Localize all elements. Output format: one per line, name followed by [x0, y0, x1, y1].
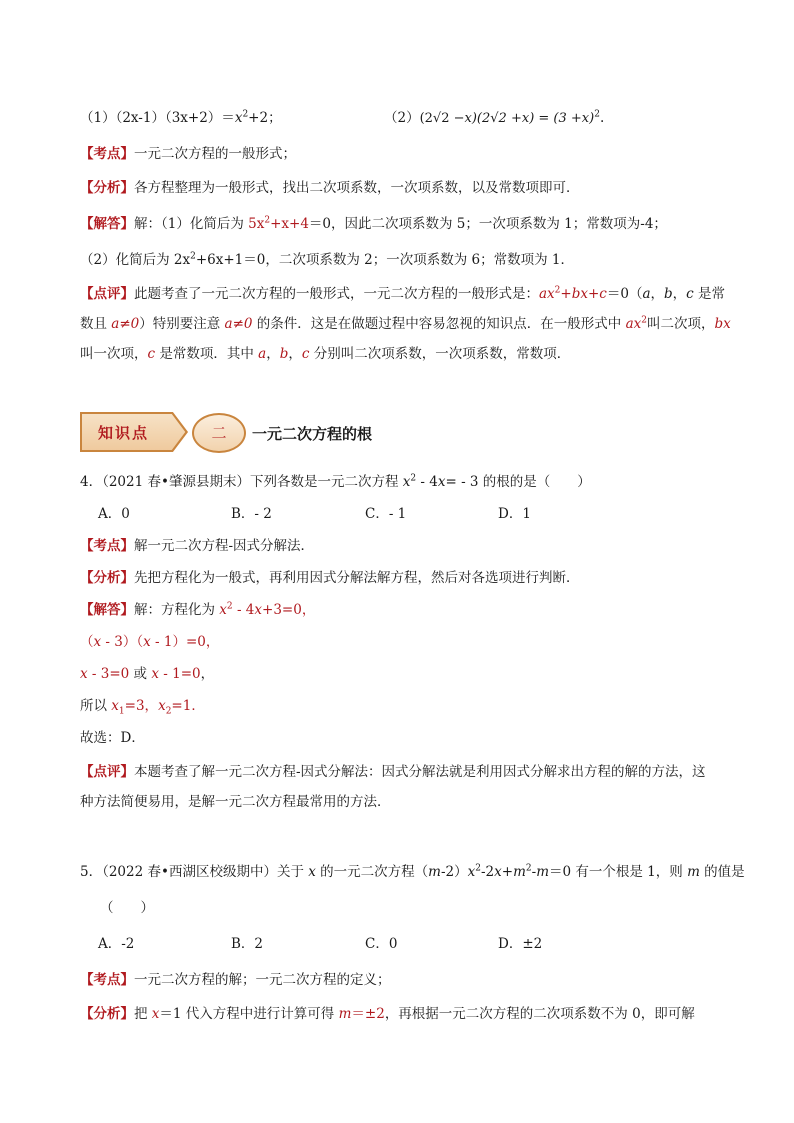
q3-jieda: 【解答】解：（1）化简后为 $5x^2+x+4=0$，因此二次项系数为 5；一次项系数为 1；常数项为-4； — [80, 215, 667, 232]
q4-step-1: （x - 3）（x - 1）=0， — [80, 634, 220, 650]
section-label: 知识点 — [98, 424, 150, 442]
q5-fenxi: 【分析】把 x＝1 代入方程中进行计算可得 m＝±2，再根据一元二次方程的二次项系数不为 0，即可解 — [80, 1006, 695, 1022]
q3-parts-line: $(1)(2x-1)(3x+2)=x^2+2$； $(2)(2√2 -x)(2√2 +x) = (3 +x)^2$. — [80, 108, 740, 128]
q5-stem: 5．（2022 春•西湖区校级期中）关于 x 的一元二次方程$(m-2)x^2-2x+m^2-m=0$ 有一个根是 1，则 m 的值是 — [80, 863, 745, 880]
q4-fenxi: 【分析】先把方程化为一般式，再利用因式分解法解方程，然后对各选项进行判断． — [80, 570, 580, 586]
q4-dianping-1: 【点评】本题考查了解一元二次方程-因式分解法：因式分解法就是利用因式分解求出方程的解的方法，这 — [80, 764, 706, 780]
q4-option-c: C．- 1 — [365, 506, 407, 522]
q4-step-3: 所以 $x_1=3$，$x_2=1$． — [80, 698, 205, 717]
q3-jieda-2: （2）化简后为 $2x^2+6x+1=0$，二次项系数为 2；一次项系数为 6；常数项为 1． — [80, 251, 574, 268]
q4-step-2: x - 3=0 或 x - 1=0， — [80, 666, 215, 682]
q4-dianping-2: 种方法简便易用，是解一元二次方程最常用的方法． — [80, 794, 391, 810]
q5-option-a: A．-2 — [98, 936, 135, 952]
q3-dianping-3: 叫一次项，c 是常数项．其中 a，b，c 分别叫二次项系数，一次项系数，常数项． — [80, 346, 571, 362]
q3-fenxi: 【分析】各方程整理为一般形式，找出二次项系数，一次项系数，以及常数项即可． — [80, 180, 580, 196]
q3-dianping-2: 数且 a≠0）特别要注意 a≠0 的条件．这是在做题过程中容易忽视的知识点．在一般形式中 $ax^2$叫二次项，bx — [80, 315, 731, 332]
q5-answer-paren: （ ） — [100, 900, 154, 916]
q3-part1-label: （1）（2x-1）（3x+2）＝ — [80, 110, 235, 126]
q3-kaodian: 【考点】一元二次方程的一般形式； — [80, 146, 296, 162]
section-number: 二 — [192, 413, 246, 453]
q5-option-b: B．2 — [231, 936, 264, 952]
q4-jieda: 【解答】解：方程化为 $x^2 - 4x+3=0$， — [80, 601, 316, 618]
q3-dianping-1: 【点评】此题考查了一元二次方程的一般形式，一元二次方程的一般形式是：$ax^2+bx+c=0(a$，b，c 是常 — [80, 285, 726, 302]
q5-kaodian: 【考点】一元二次方程的解；一元二次方程的定义； — [80, 972, 391, 988]
q4-option-b: B．- 2 — [231, 506, 272, 522]
q4-option-a: A．0 — [98, 506, 130, 522]
q4-stem: 4．（2021 春•肇源县期末）下列各数是一元二次方程 $x^2 - 4x= - 3$ 的根的是（ ） — [80, 473, 591, 490]
q5-option-c: C．0 — [365, 936, 398, 952]
q4-kaodian: 【考点】解一元二次方程-因式分解法． — [80, 538, 315, 554]
section-title: 一元二次方程的根 — [252, 425, 373, 443]
q4-option-d: D．1 — [498, 506, 531, 522]
q3-part2: $(2)(2√2 -x)(2√2 +x) = (3 +x)^2$. — [384, 109, 605, 126]
q5-option-d: D．±2 — [498, 936, 543, 952]
section-banner — [80, 412, 400, 452]
q4-choose: 故选：D． — [80, 730, 145, 746]
